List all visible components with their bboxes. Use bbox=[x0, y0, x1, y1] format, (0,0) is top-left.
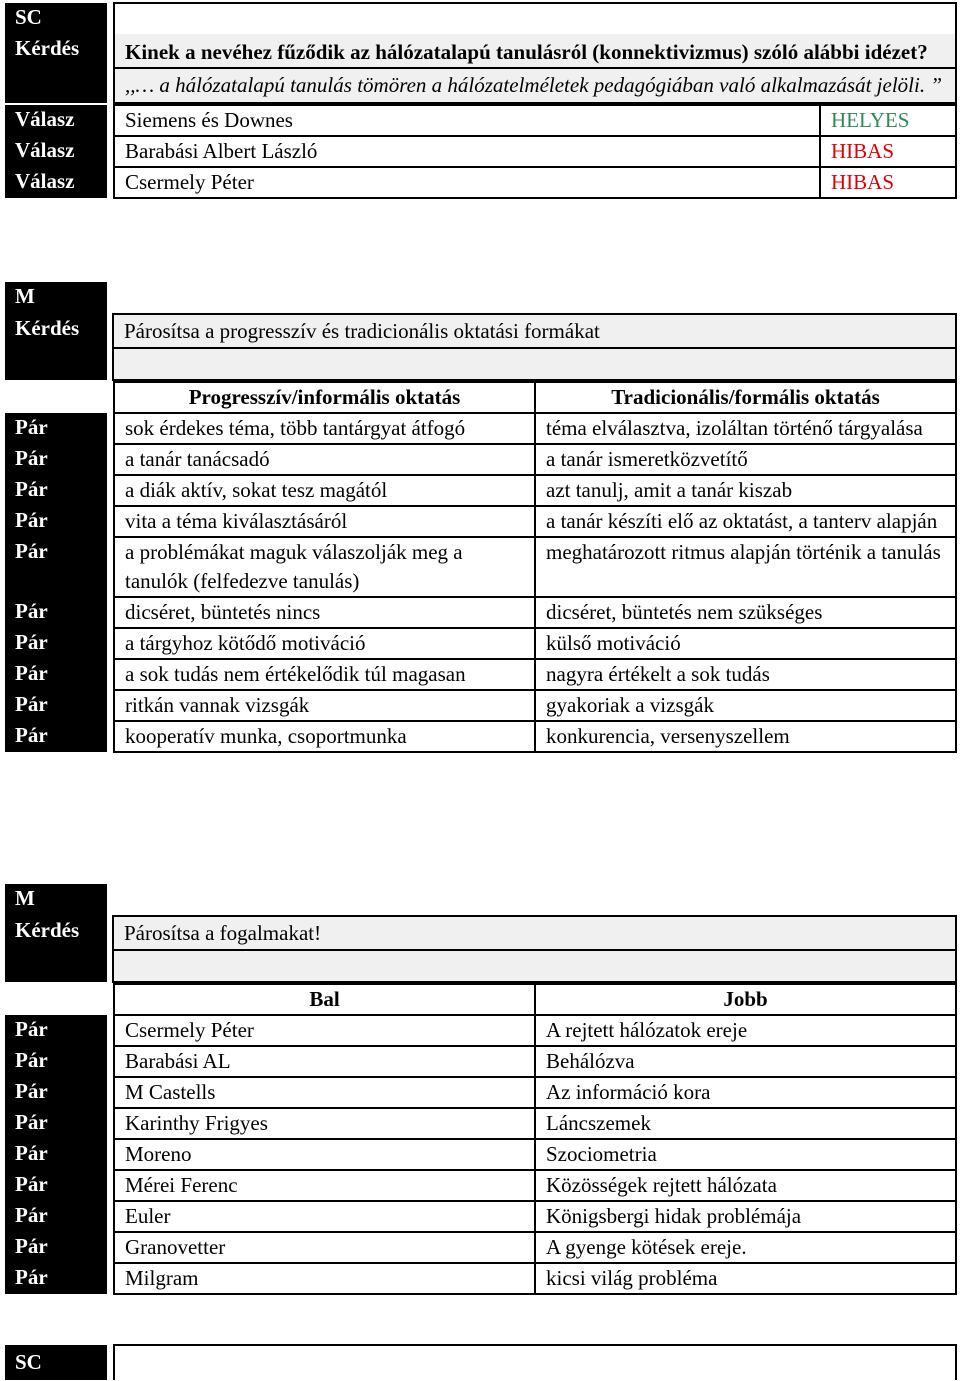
pair-label: Pár bbox=[5, 597, 107, 628]
pair-left: a tanár tanácsadó bbox=[114, 444, 535, 475]
answer-label: Válasz bbox=[5, 167, 107, 198]
sc-question-block-2 bbox=[5, 1344, 957, 1380]
pair-left: Mérei Ferenc bbox=[114, 1170, 535, 1201]
pair-label: Pár bbox=[5, 1170, 107, 1201]
pair-left: a tárgyhoz kötődő motiváció bbox=[114, 628, 535, 659]
pair-label: Pár bbox=[5, 1108, 107, 1139]
answer-text: Siemens és Downes bbox=[114, 105, 820, 136]
pair-label: Pár bbox=[5, 628, 107, 659]
question-label: Kérdés bbox=[5, 314, 107, 348]
left-column-header: Progresszív/informális oktatás bbox=[114, 382, 535, 413]
question-text: Kinek a nevéhez fűződik az hálózatalapú tanulásról (konnektivizmus) szóló alábbi idézet? bbox=[114, 34, 956, 68]
pair-left: M Castells bbox=[114, 1077, 535, 1108]
pair-label: Pár bbox=[5, 537, 107, 597]
pair-label: Pár bbox=[5, 1232, 107, 1263]
answer-status: HELYES bbox=[820, 105, 956, 136]
pair-right: azt tanulj, amit a tanár kiszab bbox=[535, 475, 956, 506]
right-column-header: Tradicionális/formális oktatás bbox=[535, 382, 956, 413]
left-column-header: Bal bbox=[114, 984, 535, 1015]
pair-left: Csermely Péter bbox=[114, 1015, 535, 1046]
pair-left: sok érdekes téma, több tantárgyat átfogó bbox=[114, 413, 535, 444]
pair-right: téma elválasztva, izoláltan történő tárgyalása bbox=[535, 413, 956, 444]
question-quote: ,,… a hálózatalapú tanulás tömören a hálózatelméletek pedagógiában való alkalmazását jelöli. ” bbox=[114, 68, 956, 103]
matching-question-block-1 bbox=[5, 282, 957, 753]
answer-text: Barabási Albert László bbox=[114, 136, 820, 167]
pair-label: Pár bbox=[5, 1201, 107, 1232]
pair-left: Granovetter bbox=[114, 1232, 535, 1263]
pair-right: nagyra értékelt a sok tudás bbox=[535, 659, 956, 690]
pair-right: kicsi világ probléma bbox=[535, 1263, 956, 1294]
pair-left: kooperatív munka, csoportmunka bbox=[114, 721, 535, 752]
pair-label: Pár bbox=[5, 721, 107, 752]
answer-status: HIBAS bbox=[820, 136, 956, 167]
pair-row bbox=[5, 1077, 956, 1108]
pair-label: Pár bbox=[5, 413, 107, 444]
pair-left: a problémákat maguk válaszolják meg a tanulók (felfedezve tanulás) bbox=[114, 537, 535, 597]
pair-left: Moreno bbox=[114, 1139, 535, 1170]
pair-right: gyakoriak a vizsgák bbox=[535, 690, 956, 721]
pair-right: a tanár ismeretközvetítő bbox=[535, 444, 956, 475]
pair-right: dicséret, büntetés nem szükséges bbox=[535, 597, 956, 628]
matching-question-block-2 bbox=[5, 884, 957, 1295]
pair-table bbox=[5, 983, 957, 1295]
pair-label: Pár bbox=[5, 1046, 107, 1077]
question-type-label: M bbox=[5, 884, 107, 916]
pair-label: Pár bbox=[5, 506, 107, 537]
pair-left: Barabási AL bbox=[114, 1046, 535, 1077]
pair-row bbox=[5, 628, 956, 659]
sc-question-block bbox=[5, 2, 957, 199]
question-label: Kérdés bbox=[5, 34, 107, 68]
pair-right: Behálózva bbox=[535, 1046, 956, 1077]
question-text: Párosítsa a progresszív és tradicionális oktatási formákat bbox=[113, 314, 956, 348]
pair-row bbox=[5, 444, 956, 475]
pair-label: Pár bbox=[5, 1015, 107, 1046]
answer-label: Válasz bbox=[5, 136, 107, 167]
pair-row bbox=[5, 597, 956, 628]
pair-row bbox=[5, 537, 956, 597]
pair-label: Pár bbox=[5, 1077, 107, 1108]
pair-label: Pár bbox=[5, 1263, 107, 1294]
pair-label: Pár bbox=[5, 475, 107, 506]
pair-label: Pár bbox=[5, 690, 107, 721]
question-type-label: SC bbox=[5, 1345, 107, 1380]
question-type-label: SC bbox=[5, 3, 107, 34]
pair-right: Közösségek rejtett hálózata bbox=[535, 1170, 956, 1201]
pair-left: Karinthy Frigyes bbox=[114, 1108, 535, 1139]
pair-right: a tanár készíti elő az oktatást, a tanterv alapján bbox=[535, 506, 956, 537]
right-column-header: Jobb bbox=[535, 984, 956, 1015]
pair-right: külső motiváció bbox=[535, 628, 956, 659]
answer-status: HIBAS bbox=[820, 167, 956, 198]
pair-right: Königsbergi hidak problémája bbox=[535, 1201, 956, 1232]
pair-row bbox=[5, 659, 956, 690]
pair-right: A rejtett hálózatok ereje bbox=[535, 1015, 956, 1046]
pair-left: dicséret, büntetés nincs bbox=[114, 597, 535, 628]
pair-row bbox=[5, 690, 956, 721]
pair-right: meghatározott ritmus alapján történik a tanulás bbox=[535, 537, 956, 597]
pair-row bbox=[5, 413, 956, 444]
pair-right: Láncszemek bbox=[535, 1108, 956, 1139]
question-label: Kérdés bbox=[5, 916, 107, 950]
pair-row bbox=[5, 1108, 956, 1139]
pair-left: Euler bbox=[114, 1201, 535, 1232]
pair-right: A gyenge kötések ereje. bbox=[535, 1232, 956, 1263]
answer-label: Válasz bbox=[5, 105, 107, 136]
pair-row bbox=[5, 1232, 956, 1263]
question-text: Párosítsa a fogalmakat! bbox=[113, 916, 956, 950]
pair-right: konkurencia, versenyszellem bbox=[535, 721, 956, 752]
pair-row bbox=[5, 721, 956, 752]
pair-row bbox=[5, 1170, 956, 1201]
pair-row bbox=[5, 1015, 956, 1046]
pair-label: Pár bbox=[5, 659, 107, 690]
pair-row bbox=[5, 1139, 956, 1170]
pair-row bbox=[5, 1263, 956, 1294]
pair-label: Pár bbox=[5, 1139, 107, 1170]
answer-text: Csermely Péter bbox=[114, 167, 820, 198]
answer-list bbox=[5, 104, 957, 199]
pair-row bbox=[5, 1046, 956, 1077]
pair-row bbox=[5, 506, 956, 537]
pair-row bbox=[5, 1201, 956, 1232]
pair-right: Az információ kora bbox=[535, 1077, 956, 1108]
pair-row bbox=[5, 475, 956, 506]
question-type-label: M bbox=[5, 282, 107, 314]
pair-left: a diák aktív, sokat tesz magától bbox=[114, 475, 535, 506]
pair-right: Szociometria bbox=[535, 1139, 956, 1170]
pair-left: vita a téma kiválasztásáról bbox=[114, 506, 535, 537]
pair-left: ritkán vannak vizsgák bbox=[114, 690, 535, 721]
pair-left: a sok tudás nem értékelődik túl magasan bbox=[114, 659, 535, 690]
pair-table bbox=[5, 381, 957, 753]
pair-left: Milgram bbox=[114, 1263, 535, 1294]
pair-label: Pár bbox=[5, 444, 107, 475]
